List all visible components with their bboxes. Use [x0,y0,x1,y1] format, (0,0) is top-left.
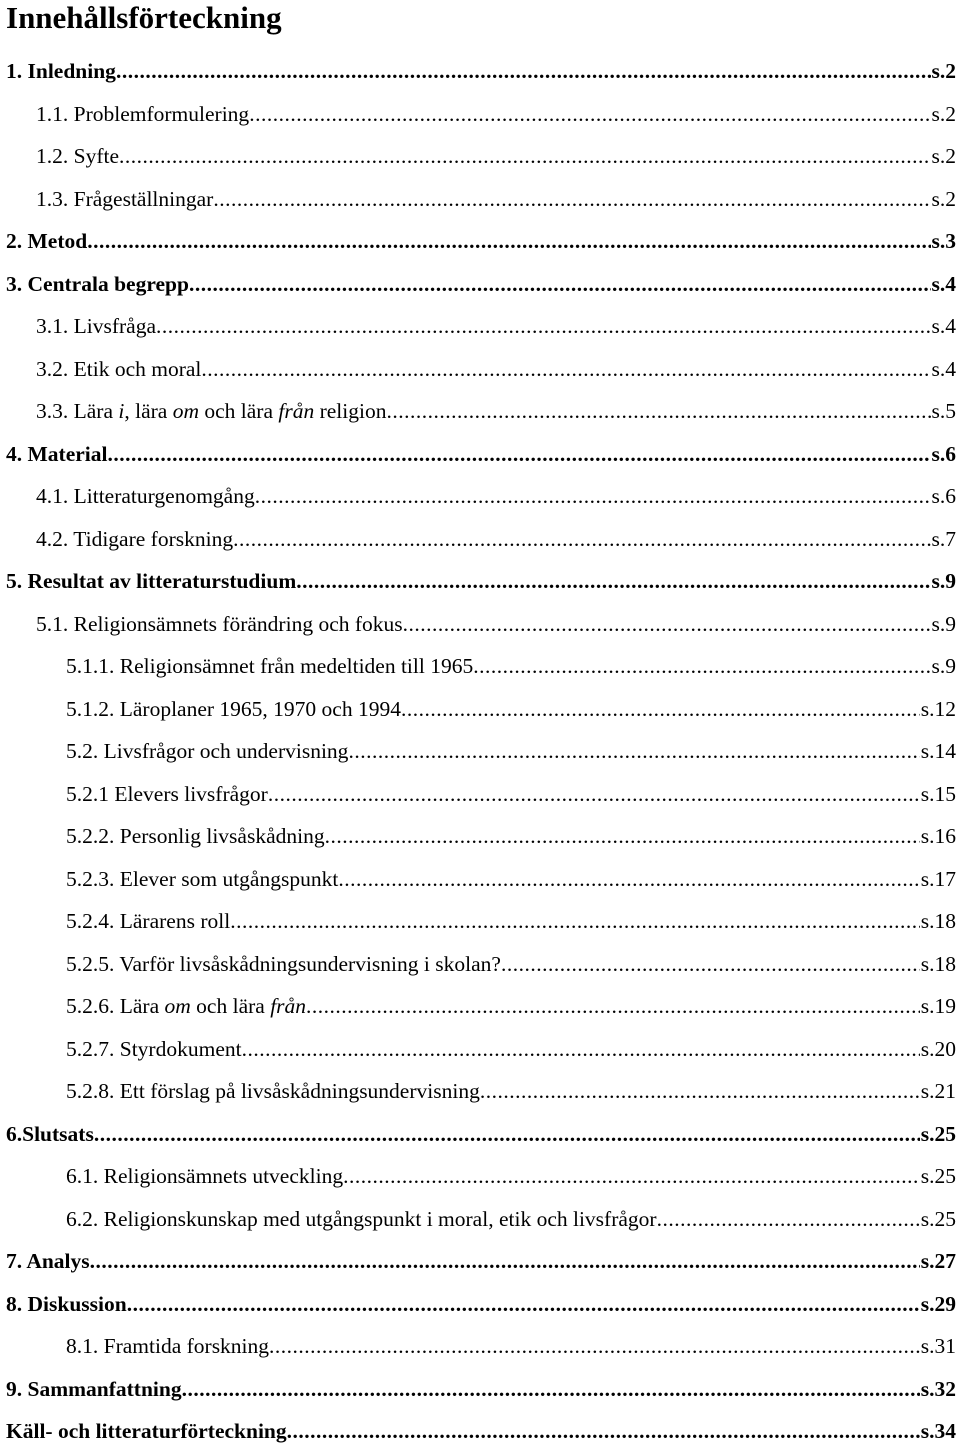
toc-entry[interactable] [6,1119,956,1149]
toc-leader-dots [403,609,931,639]
toc-entry-label: 5.1.1. Religionsämnet från medeltiden till 1965 [66,654,474,678]
toc-entry[interactable] [66,906,956,936]
toc-leader-dots [156,311,930,341]
toc-entry-page: s.2 [931,59,956,83]
toc-entry-label: 1.1. Problemformulering [36,101,250,126]
toc-leader-dots [182,1374,920,1404]
toc-entry-page: s.32 [920,1376,956,1401]
toc-entry-label: 5.2.4. Lärarens roll [66,909,231,933]
toc-entry-label: 5.2.2. Personlig livsåskådning [66,824,325,848]
toc-leader-dots [108,439,931,469]
toc-entry-label: 8. Diskussion [6,1291,127,1316]
toc-leader-dots [386,396,930,426]
toc-leader-dots [343,1161,920,1191]
toc-entry[interactable] [66,1076,956,1106]
toc-entry-page: s.9 [931,569,956,593]
toc-entry-page: s.15 [920,781,956,806]
toc-entry[interactable] [66,651,956,681]
toc-leader-dots [119,141,930,171]
toc-entry-label: 5.1.2. Läroplaner 1965, 1970 och 1994 [66,696,401,721]
toc-leader-dots [401,694,920,724]
toc-entry[interactable] [66,949,956,979]
toc-entry-label: 5.2.5. Varför livsåskådningsundervisning i skolan? [66,951,501,976]
toc-entry[interactable] [6,1246,956,1276]
toc-leader-dots [268,779,920,809]
toc-entry-label: 1. Inledning [6,59,116,83]
toc-leader-dots [501,949,920,979]
toc-entry-page: s.25 [920,1164,956,1188]
toc-entry-label: 4. Material [6,441,108,466]
toc-entry-page: s.6 [931,441,956,466]
toc-entry-page: s.7 [931,526,956,551]
toc-entry[interactable] [36,311,956,341]
toc-entry-page: s.2 [931,144,956,168]
toc-entry-page: s.16 [920,824,956,848]
toc-entry-page: s.5 [931,399,956,423]
toc-entry-page: s.12 [920,696,956,721]
toc-leader-dots [233,524,930,554]
toc-entry-label: 6.2. Religionskunskap med utgångspunkt i moral, etik och livsfrågor [66,1206,657,1231]
toc-entry[interactable] [66,1161,956,1191]
toc-entry-page: s.14 [920,739,956,763]
toc-entry[interactable] [66,1331,956,1361]
toc-entry-label: 1.3. Frågeställningar [36,186,214,211]
toc-entry-page: s.4 [931,356,956,381]
toc-entry-page: s.6 [931,484,956,508]
toc-entry[interactable] [6,1374,956,1404]
toc-entry[interactable] [6,1289,956,1319]
toc-entry-label: 2. Metod [6,229,88,253]
toc-entry-page: s.4 [931,314,956,338]
toc-leader-dots [338,864,919,894]
toc-entry[interactable] [6,439,956,469]
toc-entry-page: s.34 [920,1419,956,1443]
toc-entry-label: 3.1. Livsfråga [36,314,157,338]
toc-entry-page: s.27 [920,1249,956,1273]
toc-leader-dots [249,99,930,129]
toc-entry-label: 4.1. Litteraturgenomgång [36,484,255,508]
toc-entry-label: 6.Slutsats [6,1121,94,1146]
toc-leader-dots [189,269,931,299]
toc-leader-dots [296,566,930,596]
toc-leader-dots [657,1204,920,1234]
toc-entry[interactable] [66,991,956,1021]
toc-leader-dots [242,1034,920,1064]
toc-entry-label: 8.1. Framtida forskning [66,1334,270,1358]
toc-leader-dots [255,481,931,511]
toc-entry-page: s.19 [920,994,956,1018]
toc-leader-dots [94,1119,920,1149]
toc-entry-label: 5.2.7. Styrdokument [66,1036,242,1061]
toc-entry[interactable] [6,269,956,299]
toc-entry-page: s.9 [931,654,956,678]
toc-entry-page: s.31 [920,1334,956,1358]
toc-entry[interactable] [36,354,956,384]
toc-entry-label: 5.2.6. Lära om och lära från [66,994,307,1018]
toc-entry[interactable] [66,736,956,766]
toc-leader-dots [213,184,930,214]
toc-leader-dots [201,354,930,384]
toc-entry[interactable] [36,184,956,214]
toc-leader-dots [348,736,919,766]
page-title: Innehållsförteckning [6,0,282,35]
toc-entry[interactable] [6,226,956,256]
toc-entry[interactable] [36,609,956,639]
toc-leader-dots [87,226,930,256]
toc-leader-dots [269,1331,920,1361]
toc-leader-dots [116,56,931,86]
toc-entry-page: s.2 [931,186,956,211]
toc-entry-label: 3.2. Etik och moral [36,356,202,381]
toc-entry[interactable] [66,821,956,851]
toc-entry-label: Käll- och litteraturförteckning [6,1419,287,1443]
toc-entry[interactable] [6,566,956,596]
toc-entry[interactable] [66,864,956,894]
toc-entry-page: s.3 [931,229,956,253]
toc-entry-page: s.17 [920,866,956,891]
toc-entry[interactable] [66,779,956,809]
toc-leader-dots [127,1289,920,1319]
toc-entry-page: s.21 [920,1079,956,1103]
toc-entry[interactable] [6,56,956,86]
toc-leader-dots [306,991,920,1021]
toc-entry-label: 5. Resultat av litteraturstudium [6,569,297,593]
toc-entry-label: 4.2. Tidigare forskning [36,526,234,551]
toc-entry-page: s.25 [920,1121,956,1146]
toc-leader-dots [473,651,930,681]
toc-entry-page: s.25 [920,1206,956,1231]
toc-entry[interactable] [66,1204,956,1234]
toc-entry-label: 6.1. Religionsämnets utveckling [66,1164,344,1188]
toc-entry-label: 9. Sammanfattning [6,1376,182,1401]
toc-entry-label: 5.2.8. Ett förslag på livsåskådningsundervisning [66,1079,480,1103]
toc-entry[interactable] [36,99,956,129]
toc-entry-page: s.4 [931,271,956,296]
toc-entry-page: s.18 [920,951,956,976]
toc-entry[interactable] [66,1034,956,1064]
toc-entry-page: s.20 [920,1036,956,1061]
toc-entry-page: s.29 [920,1291,956,1316]
toc-entry-label: 1.2. Syfte [36,144,120,168]
toc-leader-dots [287,1416,920,1446]
toc-entry-page: s.9 [931,611,956,636]
toc-leader-dots [480,1076,920,1106]
toc-entry-label: 5.2. Livsfrågor och undervisning [66,739,349,763]
toc-leader-dots [325,821,920,851]
toc-leader-dots [90,1246,920,1276]
toc-entry[interactable] [36,524,956,554]
toc-entry[interactable] [66,694,956,724]
toc-entry-label: 5.1. Religionsämnets förändring och fokus [36,611,403,636]
toc-entry-label: 3. Centrala begrepp [6,271,189,296]
toc-entry[interactable] [6,1416,956,1446]
toc-entry-label: 3.3. Lära i, lära om och lära från religion [36,399,387,423]
toc-entry-label: 5.2.3. Elever som utgångspunkt [66,866,339,891]
toc-entry[interactable] [36,481,956,511]
toc-entry[interactable] [36,141,956,171]
toc-entry-label: 7. Analys [6,1249,90,1273]
toc-entry-label: 5.2.1 Elevers livsfrågor [66,781,268,806]
toc-entry-page: s.2 [931,101,956,126]
toc-leader-dots [230,906,920,936]
toc-entry[interactable] [36,396,956,426]
toc-entry-page: s.18 [920,909,956,933]
